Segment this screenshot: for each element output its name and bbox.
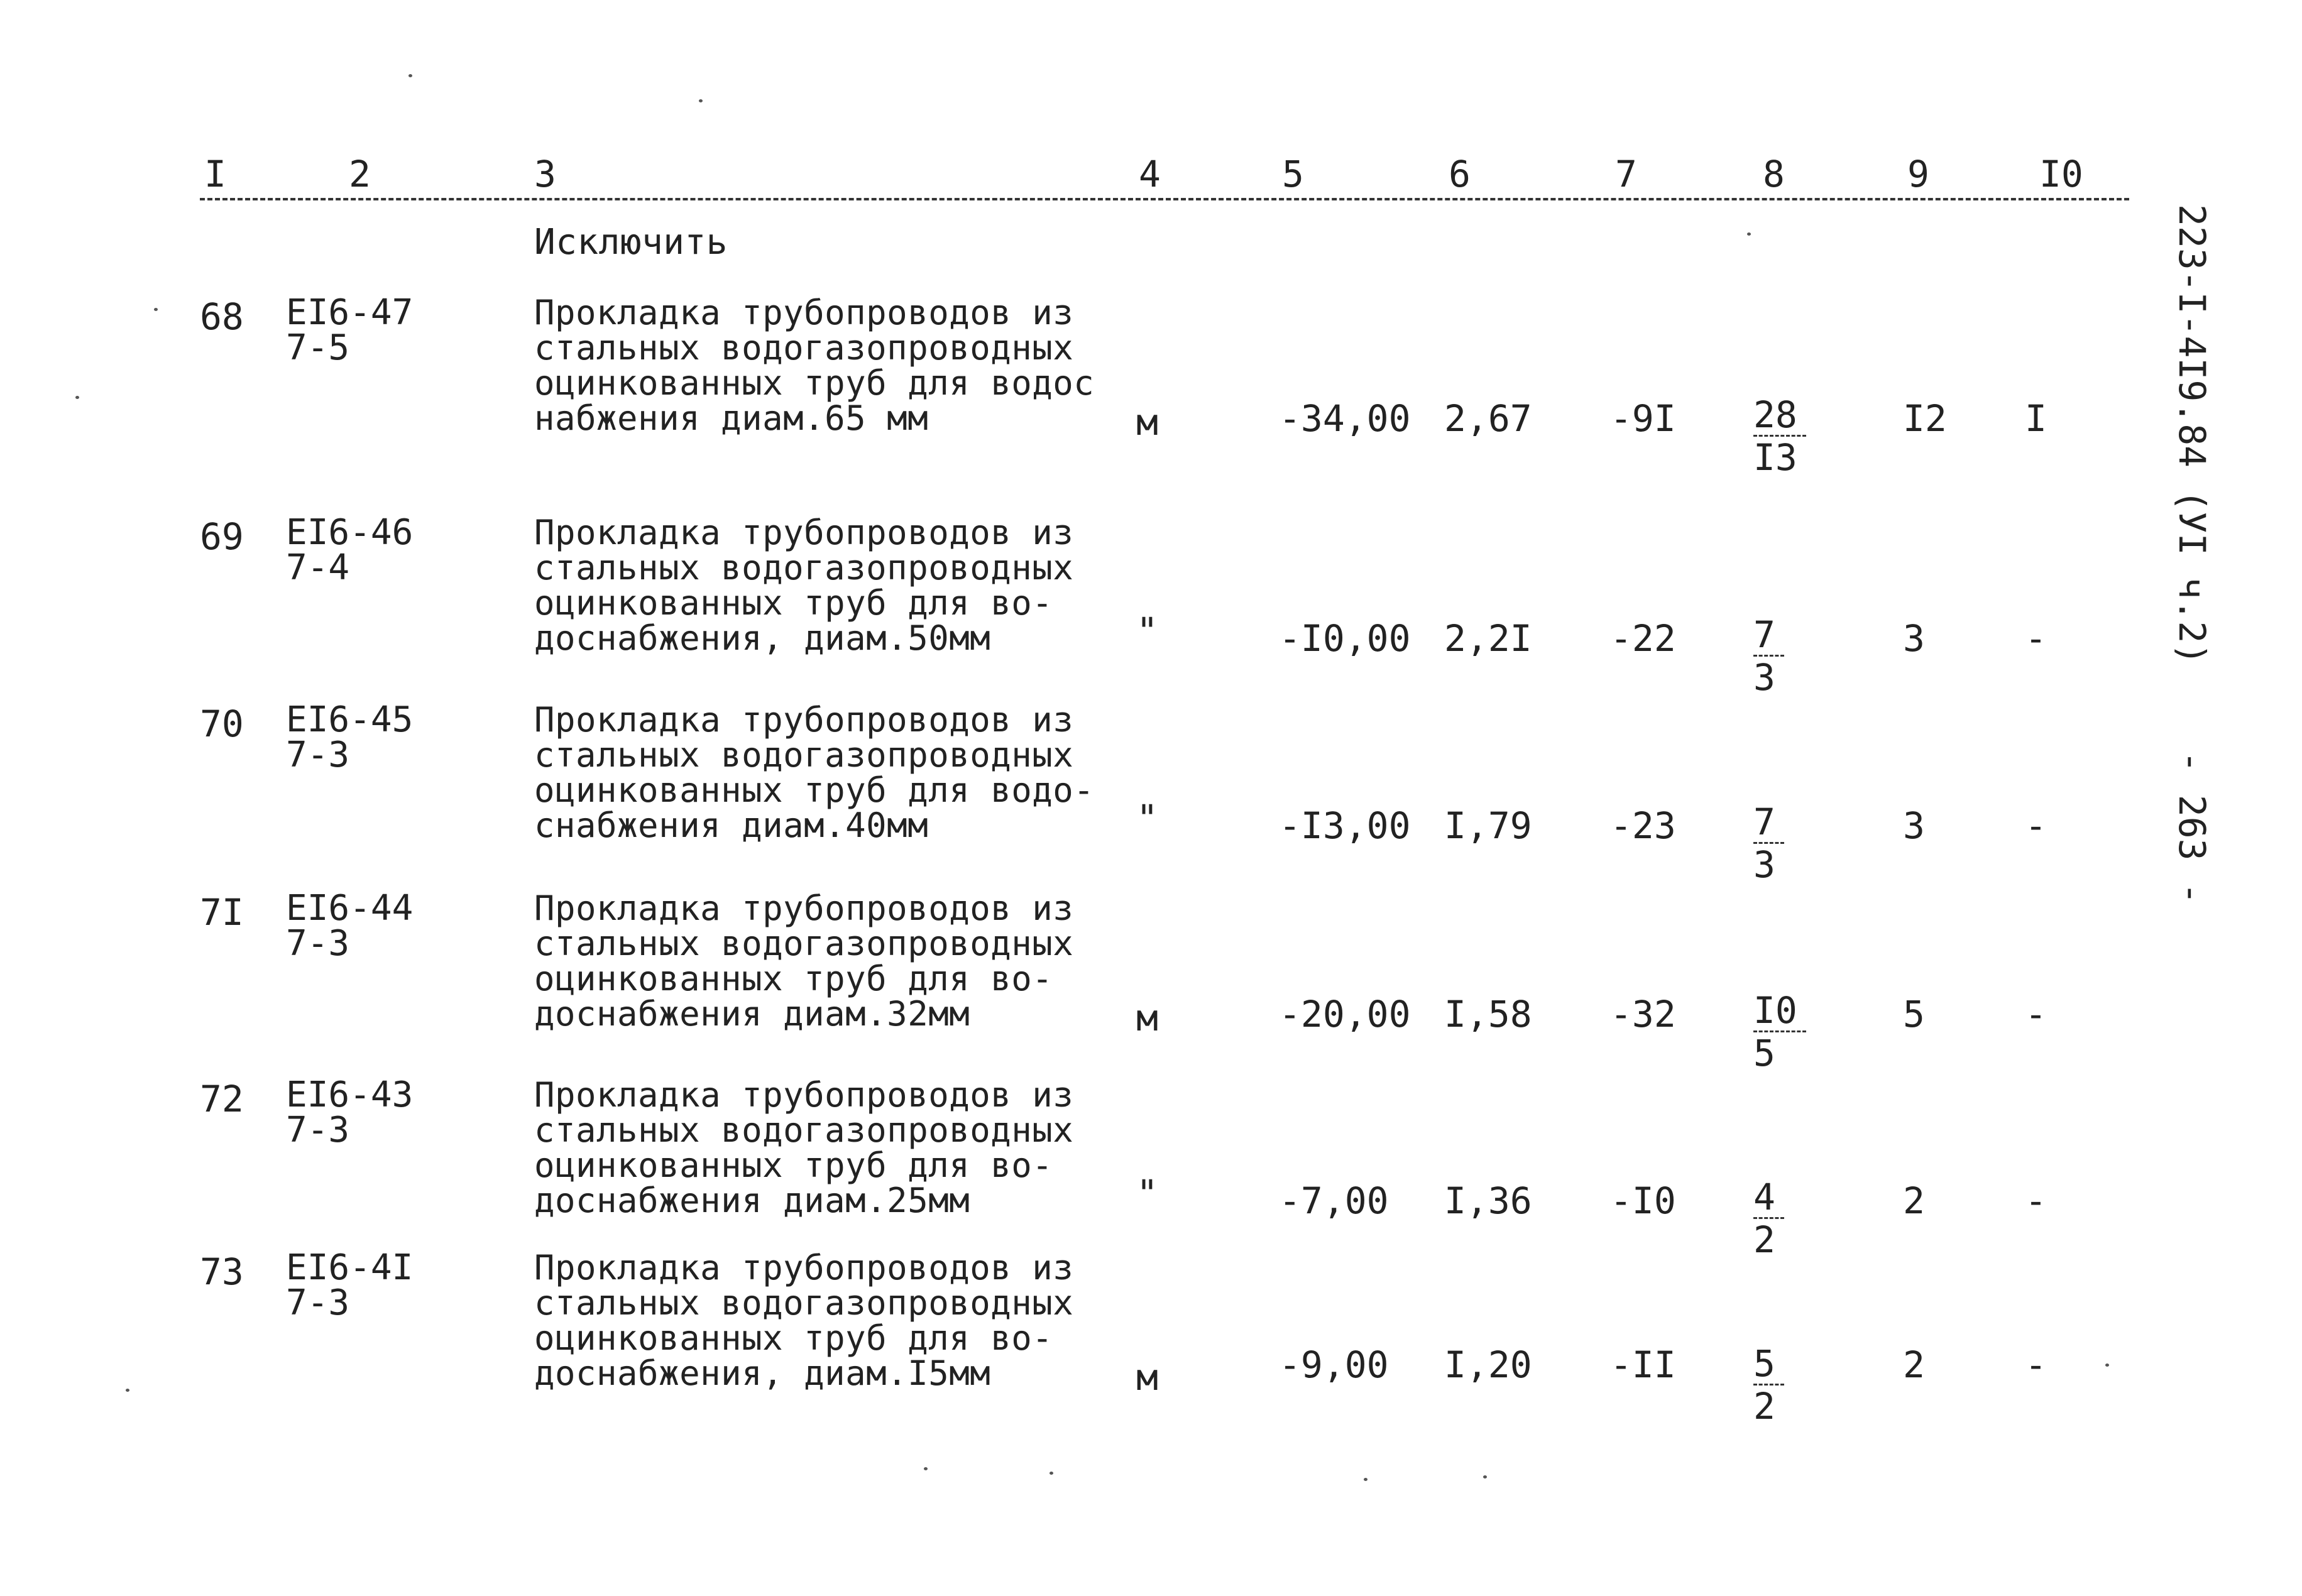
col-6-value: 2,2I bbox=[1444, 617, 1532, 660]
fraction-top: 5 bbox=[1753, 1343, 1784, 1386]
desc-line: оцинкованных труб для водос bbox=[534, 363, 1095, 403]
fraction-bottom: 3 bbox=[1753, 843, 1775, 886]
quantity: -20,00 bbox=[1279, 993, 1411, 1036]
col-8-fraction bbox=[1753, 395, 1806, 478]
desc-line: доснабжения диам.25мм bbox=[534, 1181, 970, 1220]
row-number: 72 bbox=[200, 1078, 244, 1120]
code-primary: EI6-44 bbox=[286, 888, 414, 929]
section-label: Исключить bbox=[534, 222, 728, 263]
fraction-top: I0 bbox=[1753, 990, 1806, 1032]
desc-line: оцинкованных труб для водо- bbox=[534, 770, 1095, 810]
col-7-value: -9I bbox=[1610, 397, 1676, 440]
scan-speck bbox=[1364, 1478, 1367, 1481]
col-9-value: 5 bbox=[1903, 993, 1925, 1036]
row-number: 69 bbox=[200, 515, 244, 558]
col-6-value: I,58 bbox=[1444, 993, 1532, 1036]
desc-line: оцинкованных труб для во- bbox=[534, 1318, 1053, 1358]
code-secondary: 7-3 bbox=[286, 923, 350, 964]
fraction-top: 28 bbox=[1753, 395, 1806, 437]
unit: м bbox=[1136, 1356, 1158, 1399]
desc-line: стальных водогазопроводных bbox=[534, 1110, 1074, 1150]
side-page-number: - 263 - bbox=[2171, 751, 2213, 905]
desc-line: Прокладка трубопроводов из bbox=[534, 700, 1074, 740]
col-header-4: 4 bbox=[1139, 153, 1161, 195]
quantity: -9,00 bbox=[1279, 1343, 1389, 1386]
desc-line: снабжения диам.40мм bbox=[534, 806, 929, 845]
desc-line: доснабжения диам.32мм bbox=[534, 994, 970, 1034]
col-header-7: 7 bbox=[1615, 153, 1637, 195]
code-secondary: 7-3 bbox=[286, 1110, 350, 1151]
unit: " bbox=[1136, 609, 1158, 652]
scan-speck bbox=[699, 99, 703, 102]
col-8-fraction bbox=[1753, 615, 1784, 698]
code-secondary: 7-4 bbox=[286, 547, 350, 588]
col-9-value: 2 bbox=[1903, 1179, 1925, 1222]
scan-speck bbox=[2105, 1364, 2109, 1367]
desc-line: набжения диам.65 мм bbox=[534, 398, 929, 438]
col-6-value: 2,67 bbox=[1444, 397, 1532, 440]
code-primary: EI6-4I bbox=[286, 1247, 414, 1288]
fraction-bottom: 5 bbox=[1753, 1032, 1775, 1074]
scan-speck bbox=[1747, 232, 1751, 236]
desc-line: оцинкованных труб для во- bbox=[534, 959, 1053, 998]
col-8-fraction bbox=[1753, 1177, 1784, 1260]
col-7-value: -23 bbox=[1610, 804, 1676, 847]
row-number: 7I bbox=[200, 891, 244, 934]
quantity: -I0,00 bbox=[1279, 617, 1411, 660]
col-header-10: I0 bbox=[2039, 153, 2083, 195]
row-number: 73 bbox=[200, 1250, 244, 1293]
col-6-value: I,36 bbox=[1444, 1179, 1532, 1222]
col-7-value: -I0 bbox=[1610, 1179, 1676, 1222]
scan-speck bbox=[126, 1389, 129, 1392]
col-10-value: - bbox=[2025, 1343, 2047, 1386]
fraction-top: 7 bbox=[1753, 615, 1784, 657]
col-8-fraction bbox=[1753, 990, 1806, 1074]
scan-speck bbox=[408, 74, 412, 77]
quantity: -34,00 bbox=[1279, 397, 1411, 440]
desc-line: стальных водогазопроводных bbox=[534, 1283, 1074, 1323]
unit: м bbox=[1136, 401, 1158, 444]
desc-line: Прокладка трубопроводов из bbox=[534, 1248, 1074, 1287]
col-header-1: I bbox=[204, 153, 226, 195]
scan-speck bbox=[154, 308, 158, 311]
col-6-value: I,79 bbox=[1444, 804, 1532, 847]
code-primary: EI6-46 bbox=[286, 512, 414, 553]
desc-line: Прокладка трубопроводов из bbox=[534, 293, 1074, 332]
fraction-bottom: I3 bbox=[1753, 436, 1797, 479]
col-header-9: 9 bbox=[1907, 153, 1929, 195]
row-number: 70 bbox=[200, 702, 244, 745]
side-doc-code: 223-I-4I9.84 (УI ч.2) bbox=[2171, 204, 2213, 665]
scan-speck bbox=[75, 396, 79, 399]
col-header-6: 6 bbox=[1449, 153, 1471, 195]
desc-line: оцинкованных труб для во- bbox=[534, 1145, 1053, 1185]
col-10-value: - bbox=[2025, 804, 2047, 847]
code-secondary: 7-3 bbox=[286, 1282, 350, 1323]
quantity: -I3,00 bbox=[1279, 804, 1411, 847]
col-9-value: I2 bbox=[1903, 397, 1947, 440]
unit: " bbox=[1136, 1172, 1158, 1215]
desc-line: стальных водогазопроводных bbox=[534, 328, 1074, 368]
desc-line: Прокладка трубопроводов из bbox=[534, 888, 1074, 928]
fraction-top: 7 bbox=[1753, 802, 1784, 844]
col-6-value: I,20 bbox=[1444, 1343, 1532, 1386]
unit: " bbox=[1136, 797, 1158, 839]
desc-line: стальных водогазопроводных bbox=[534, 735, 1074, 775]
code-primary: EI6-43 bbox=[286, 1074, 414, 1115]
fraction-top: 4 bbox=[1753, 1177, 1784, 1219]
desc-line: Прокладка трубопроводов из bbox=[534, 1075, 1074, 1115]
scan-speck bbox=[1050, 1472, 1053, 1475]
quantity: -7,00 bbox=[1279, 1179, 1389, 1222]
col-9-value: 3 bbox=[1903, 804, 1925, 847]
col-10-value: - bbox=[2025, 1179, 2047, 1222]
col-9-value: 2 bbox=[1903, 1343, 1925, 1386]
col-10-value: - bbox=[2025, 993, 2047, 1036]
desc-line: стальных водогазопроводных bbox=[534, 924, 1074, 963]
scan-speck bbox=[924, 1467, 928, 1470]
col-7-value: -22 bbox=[1610, 617, 1676, 660]
row-number: 68 bbox=[200, 295, 244, 338]
desc-line: стальных водогазопроводных bbox=[534, 548, 1074, 588]
col-9-value: 3 bbox=[1903, 617, 1925, 660]
col-header-8: 8 bbox=[1763, 153, 1785, 195]
col-7-value: -II bbox=[1610, 1343, 1676, 1386]
scan-speck bbox=[1483, 1475, 1487, 1478]
col-8-fraction bbox=[1741, 802, 1784, 885]
col-10-value: I bbox=[2025, 397, 2047, 440]
col-10-value: - bbox=[2025, 617, 2047, 660]
col-7-value: -32 bbox=[1610, 993, 1676, 1036]
col-header-2: 2 bbox=[349, 153, 371, 195]
col-header-3: 3 bbox=[534, 153, 556, 195]
code-primary: EI6-45 bbox=[286, 699, 414, 740]
desc-line: оцинкованных труб для во- bbox=[534, 583, 1053, 623]
code-primary: EI6-47 bbox=[286, 292, 414, 333]
fraction-bottom: 2 bbox=[1753, 1218, 1775, 1261]
unit: м bbox=[1136, 997, 1158, 1039]
desc-line: доснабжения, диам.I5мм bbox=[534, 1353, 991, 1393]
fraction-bottom: 2 bbox=[1753, 1385, 1775, 1428]
header-rule bbox=[200, 198, 2129, 200]
code-secondary: 7-3 bbox=[286, 735, 350, 775]
col-header-5: 5 bbox=[1282, 153, 1304, 195]
col-8-fraction bbox=[1753, 1343, 1784, 1427]
desc-line: доснабжения, диам.50мм bbox=[534, 618, 991, 658]
desc-line: Прокладка трубопроводов из bbox=[534, 513, 1074, 552]
fraction-bottom: 3 bbox=[1753, 656, 1775, 699]
code-secondary: 7-5 bbox=[286, 327, 350, 368]
